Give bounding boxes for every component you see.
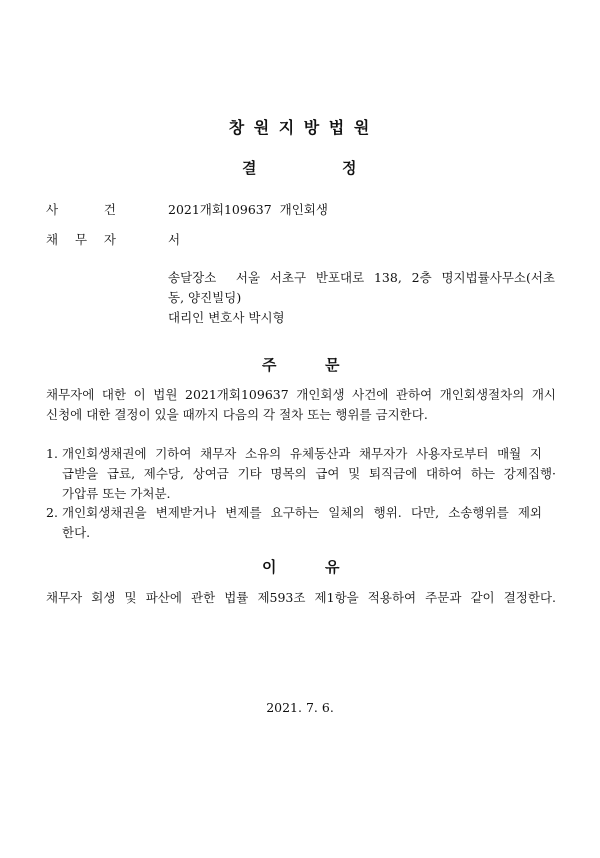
debtor-value: 서 — [168, 232, 181, 247]
item-number: 1. — [46, 446, 58, 461]
order-heading-1: 주 — [262, 356, 277, 374]
order-text: 신청에 대한 결정이 있을 때까지 다음의 각 절차 또는 행위를 금지한다. — [46, 407, 428, 422]
reason-heading-1: 이 — [262, 558, 277, 576]
case-value: 2021개회109637 개인회생 — [168, 202, 328, 217]
debtor-label: 채 무 자 — [46, 232, 116, 247]
court-name: 창 원 지 방 법 원 — [228, 118, 372, 137]
item-number: 2. — [46, 505, 58, 520]
case-label: 사 건 — [46, 202, 116, 217]
address-line: 동, 양진빌딩) — [168, 290, 242, 305]
item-line: 가압류 또는 가처분. — [62, 486, 171, 501]
item-line: 한다. — [62, 525, 91, 540]
doc-type-2: 정 — [342, 159, 357, 177]
reason-text: 채무자 회생 및 파산에 관한 법률 제593조 제1항을 적용하여 주문과 같이 결정한다. — [46, 590, 556, 605]
address-line: 송달장소 서울 서초구 반포대로 138, 2층 명지법률사무소(서초 — [168, 270, 555, 285]
attorney: 대리인 변호사 박시형 — [168, 310, 285, 325]
item-line: 급받을 급료, 제수당, 상여금 기타 명목의 급여 및 퇴직금에 대하여 하는 강제집행· — [62, 466, 556, 481]
reason-heading-2: 유 — [325, 558, 340, 576]
decision-date: 2021. 7. 6. — [266, 700, 334, 715]
item-line: 개인회생채권을 변제받거나 변제를 요구하는 일체의 행위. 다만, 소송행위를 제외 — [62, 505, 542, 520]
order-text: 채무자에 대한 이 법원 2021개회109637 개인회생 사건에 관하여 개인회생절차의 개시 — [46, 387, 556, 402]
item-line: 개인회생채권에 기하여 채무자 소유의 유체동산과 채무자가 사용자로부터 매월 지 — [62, 446, 542, 461]
order-heading-2: 문 — [325, 356, 340, 374]
doc-type-1: 결 — [242, 159, 257, 177]
